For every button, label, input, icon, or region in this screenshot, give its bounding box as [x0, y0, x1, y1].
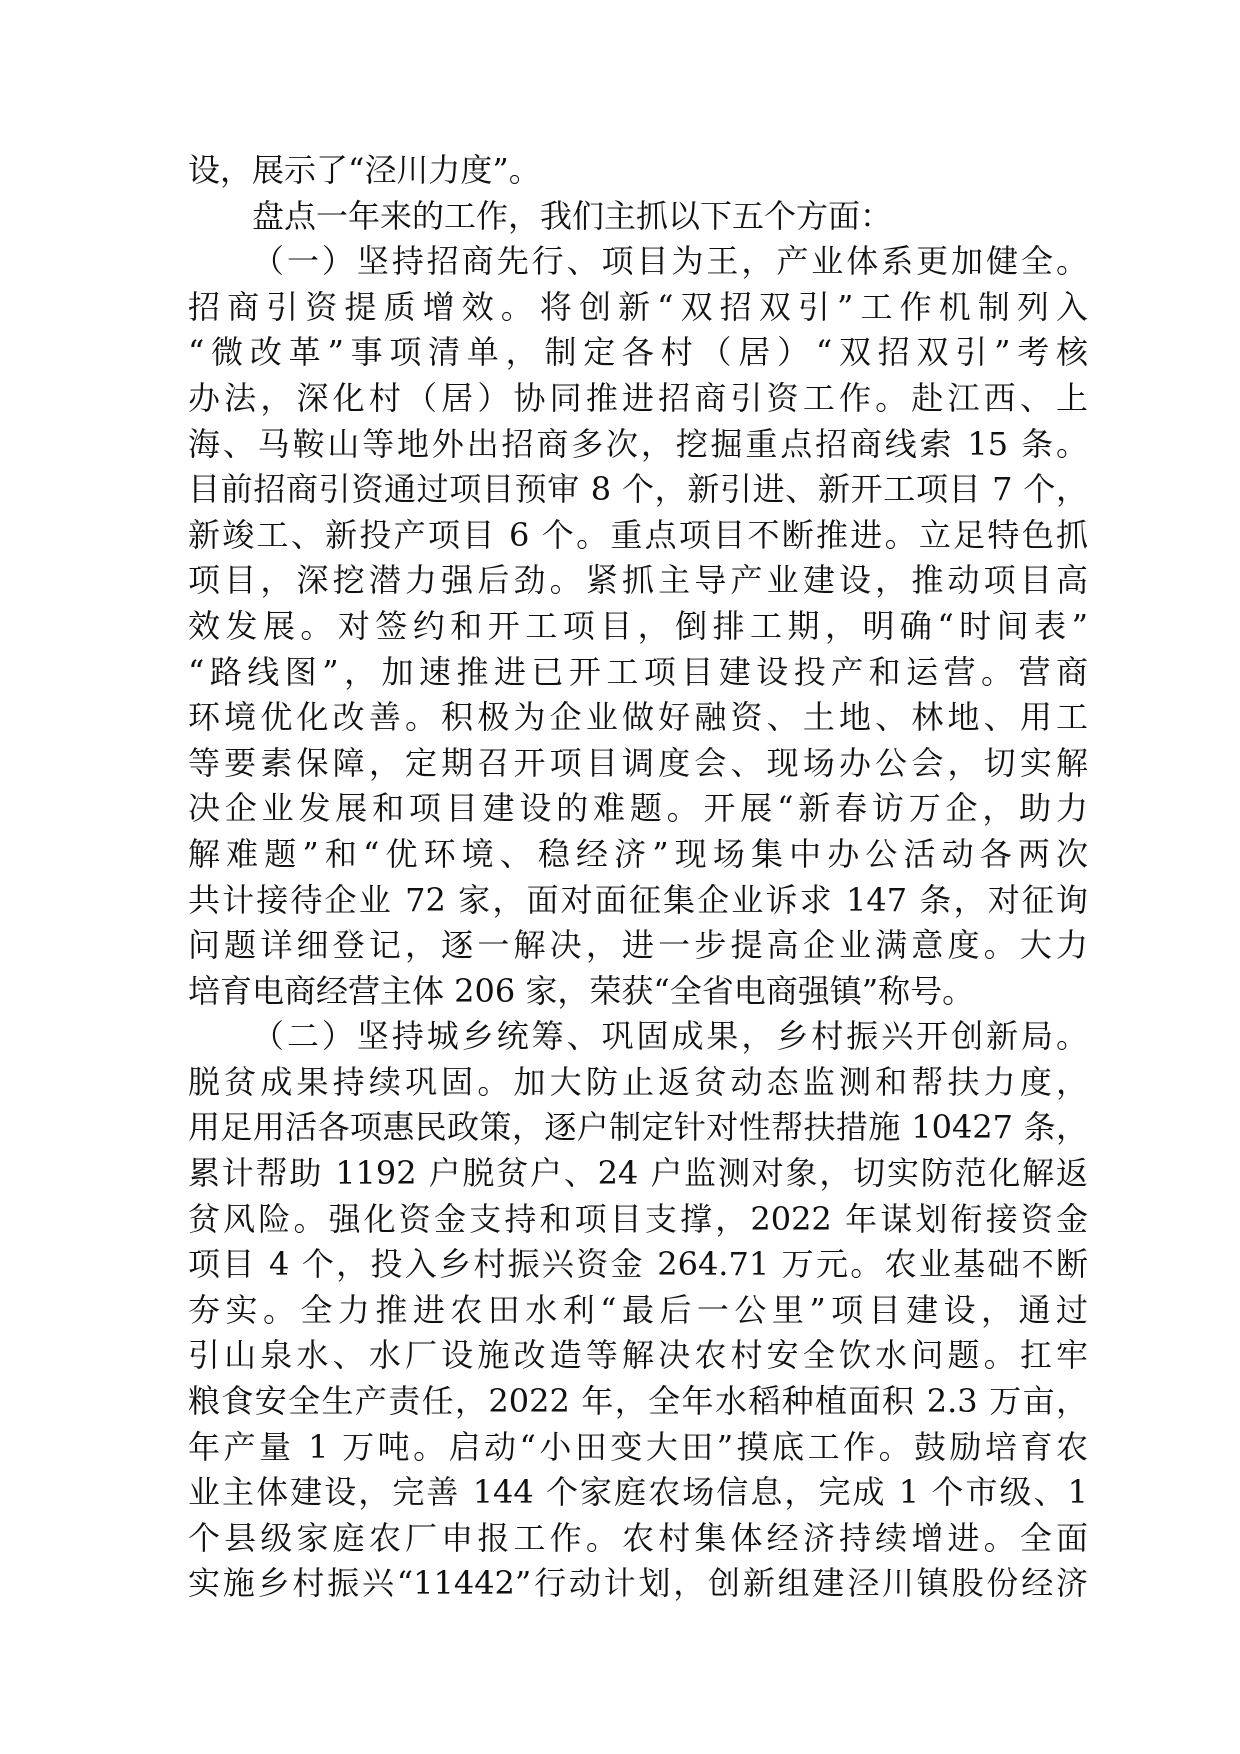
text-line: 夯实。全力推进农田水利“最后一公里”项目建设，通过: [188, 1290, 1088, 1329]
text-line: 招商引资提质增效。将创新“双招双引”工作机制列入: [188, 287, 1088, 326]
text-line: 问题详细登记，逐一解决，进一步提高企业满意度。大力: [188, 926, 1088, 965]
text-line: 项目 4 个，投入乡村振兴资金 264.71 万元。农业基础不断: [188, 1245, 1088, 1284]
text-line: 个县级家庭农厂申报工作。农村集体经济持续增进。全面: [188, 1518, 1088, 1557]
text-line: 实施乡村振兴“11442”行动计划，创新组建泾川镇股份经济: [188, 1564, 1088, 1603]
text-line: 海、马鞍山等地外出招商多次，挖掘重点招商线索 15 条。: [188, 424, 1088, 463]
text-line: 业主体建设，完善 144 个家庭农场信息，完成 1 个市级、1: [188, 1473, 1088, 1512]
text-line: 累计帮助 1192 户脱贫户、24 户监测对象，切实防范化解返: [188, 1154, 1088, 1193]
text-line: 贫风险。强化资金支持和项目支撑，2022 年谋划衔接资金: [188, 1199, 1088, 1238]
text-line: 项目，深挖潜力强后劲。紧抓主导产业建设，推动项目高: [188, 561, 1088, 600]
text-line: 年产量 1 万吨。启动“小田变大田”摸底工作。鼓励培育农: [188, 1427, 1088, 1466]
text-line: 盘点一年来的工作，我们主抓以下五个方面：: [252, 196, 893, 235]
text-line: （一）坚持招商先行、项目为王，产业体系更加健全。: [252, 242, 1088, 281]
text-line: 引山泉水、水厂设施改造等解决农村安全饮水问题。扛牢: [188, 1336, 1088, 1375]
text-line: 决企业发展和项目建设的难题。开展“新春访万企，助力: [188, 789, 1088, 828]
text-line: 新竣工、新投产项目 6 个。重点项目不断推进。立足特色抓: [188, 515, 1088, 554]
text-line: 效发展。对签约和开工项目，倒排工期，明确“时间表”: [188, 606, 1088, 645]
text-line: （二）坚持城乡统筹、巩固成果，乡村振兴开创新局。: [252, 1017, 1088, 1056]
text-line: 解难题”和“优环境、稳经济”现场集中办公活动各两次: [188, 834, 1088, 873]
text-line: 环境优化改善。积极为企业做好融资、土地、林地、用工: [188, 698, 1088, 737]
text-line: 设，展示了“泾川力度”。: [188, 151, 541, 189]
text-line: 粮食安全生产责任，2022 年，全年水稻种植面积 2.3 万亩，: [188, 1382, 1088, 1421]
text-line: 脱贫成果持续巩固。加大防止返贫动态监测和帮扶力度，: [188, 1062, 1088, 1101]
document-body: [188, 148, 1088, 1607]
text-line: 共计接待企业 72 家，面对面征集企业诉求 147 条，对征询: [188, 880, 1088, 919]
text-line: 办法，深化村（居）协同推进招商引资工作。赴江西、上: [188, 378, 1088, 417]
text-line: 等要素保障，定期召开项目调度会、现场办公会，切实解: [188, 743, 1088, 782]
text-line: 用足用活各项惠民政策，逐户制定针对性帮扶措施 10427 条，: [188, 1108, 1088, 1147]
text-line: 培育电商经营主体 206 家，荣获“全省电商强镇”称号。: [188, 971, 975, 1010]
text-line: “微改革”事项清单，制定各村（居）“双招双引”考核: [188, 333, 1088, 372]
text-line: 目前招商引资通过项目预审 8 个，新引进、新开工项目 7 个，: [188, 470, 1088, 509]
text-line: “路线图”，加速推进已开工项目建设投产和运营。营商: [188, 652, 1088, 691]
